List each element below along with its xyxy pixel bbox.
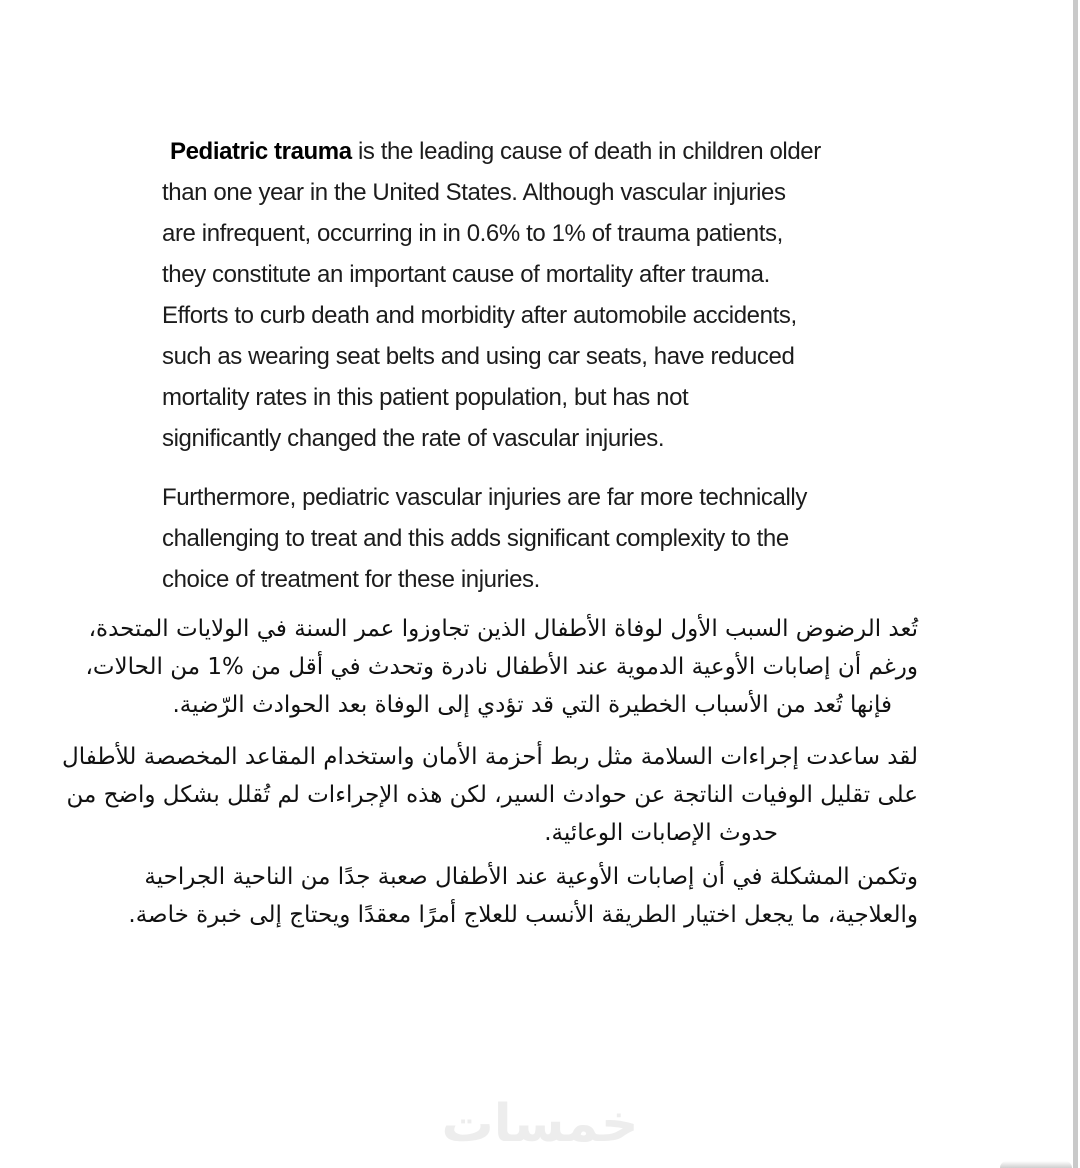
text-line: challenging to treat and this adds significant complexity to the bbox=[162, 525, 789, 552]
text-line: Efforts to curb death and morbidity after automobile accidents, bbox=[162, 302, 797, 329]
bottom-right-artifact bbox=[1000, 1161, 1072, 1168]
arabic-paragraph-1 bbox=[85, 610, 918, 724]
text-line: mortality rates in this patient population, but has not bbox=[162, 384, 689, 411]
scrollbar[interactable] bbox=[1073, 0, 1078, 1168]
bold-lead-text: Pediatric trauma bbox=[170, 138, 352, 165]
text-line: على تقليل الوفيات الناتجة عن حوادث السير، لكن هذه الإجراءات لم تُقلل بشكل واضح من bbox=[66, 782, 918, 808]
arabic-paragraph-2 bbox=[62, 738, 918, 852]
english-paragraph-pediatric-trauma bbox=[162, 131, 918, 459]
text-line: such as wearing seat belts and using car seats, have reduced bbox=[162, 343, 795, 370]
text-line: والعلاجية، ما يجعل اختيار الطريقة الأنسب للعلاج أمرًا معقدًا ويحتاج إلى خبرة خاصة. bbox=[128, 902, 918, 928]
text-line: لقد ساعدت إجراءات السلامة مثل ربط أحزمة الأمان واستخدام المقاعد المخصصة للأطفال bbox=[62, 744, 918, 770]
text-line: they constitute an important cause of mortality after trauma. bbox=[162, 261, 770, 288]
text-line-rest: is the leading cause of death in children older bbox=[351, 138, 821, 165]
text-line: choice of treatment for these injuries. bbox=[162, 566, 540, 593]
english-paragraph-furthermore bbox=[162, 477, 918, 600]
text-line: وتكمن المشكلة في أن إصابات الأوعية عند الأطفال صعبة جدًا من الناحية الجراحية bbox=[144, 864, 918, 890]
text-line: significantly changed the rate of vascular injuries. bbox=[162, 425, 665, 452]
text-line: حدوث الإصابات الوعائية. bbox=[544, 820, 778, 846]
khamsat-watermark: خمسات bbox=[441, 1094, 639, 1154]
text-line: than one year in the United States. Although vascular injuries bbox=[162, 179, 786, 206]
text-line: are infrequent, occurring in in 0.6% to 1% of trauma patients, bbox=[162, 220, 783, 247]
text-line: تُعد الرضوض السبب الأول لوفاة الأطفال الذين تجاوزوا عمر السنة في الولايات المتحدة، bbox=[88, 616, 918, 642]
text-line: فإنها تُعد من الأسباب الخطيرة التي قد تؤدي إلى الوفاة بعد الحوادث الرّضية. bbox=[172, 692, 892, 718]
arabic-paragraph-3 bbox=[128, 858, 918, 934]
text-line: Furthermore, pediatric vascular injuries are far more technically bbox=[162, 484, 807, 511]
text-line bbox=[162, 131, 918, 172]
text-column bbox=[62, 131, 918, 934]
text-line: ورغم أن إصابات الأوعية الدموية عند الأطفال نادرة وتحدث في أقل من %1 من الحالات، bbox=[85, 654, 918, 680]
